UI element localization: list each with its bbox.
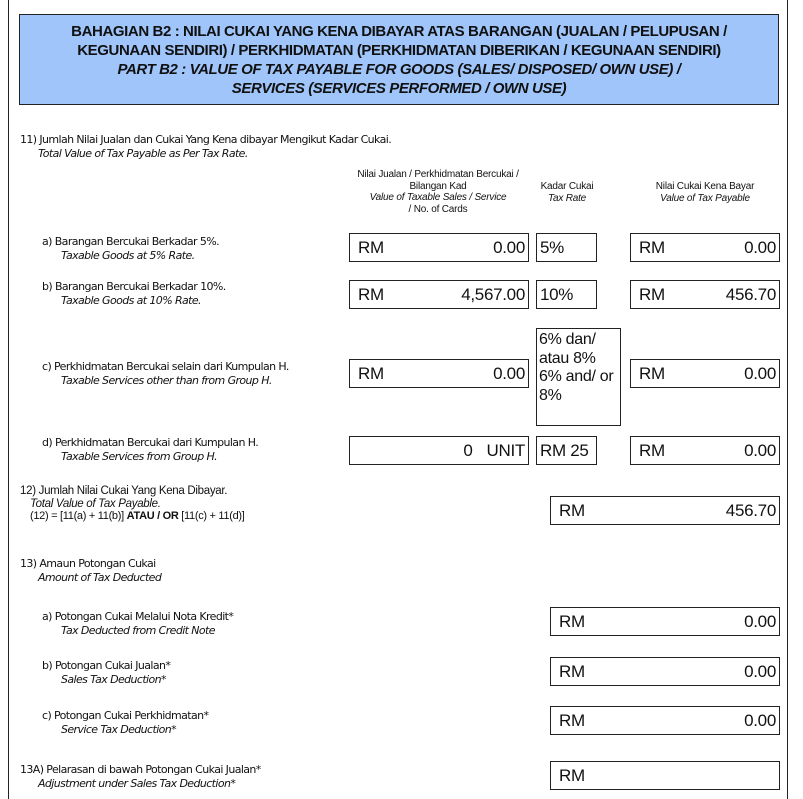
section-13a-field[interactable] [550,761,780,790]
currency-label: RM [559,611,585,631]
currency-label: RM [358,284,384,304]
row-11c-rate-field[interactable] [536,328,621,426]
row-11b-value-field[interactable] [349,280,529,309]
row-11d-payable-field[interactable] [630,436,780,465]
row-13c-field[interactable] [550,706,780,735]
row-11a-rate-field[interactable] [536,233,597,262]
section-13a-label-my: 13A) Pelarasan di bawah Potongan Cukai Jualan* [20,763,261,776]
column-header-payable [625,181,785,204]
row-11b-label [42,280,226,308]
header-english-line-2: SERVICES (SERVICES PERFORMED / OWN USE) [231,80,567,97]
column-header-payable-my: Nilai Cukai Kena Bayar [655,181,755,192]
row-11a-payable: 0.00 [744,237,776,257]
row-11d-label-my: d) Perkhidmatan Bercukai dari Kumpulan H. [42,436,259,449]
formula-or: ATAU / OR [126,510,179,522]
row-13a-value: 0.00 [744,611,776,631]
section-12-total-field[interactable] [550,496,780,525]
header-malay-line-2: KEGUNAAN SENDIRI) / PERKHIDMATAN (PERKHIDMATAN DIBERIKAN / KEGUNAAN SENDIRI) [77,42,721,59]
row-13a-label-my: a) Potongan Cukai Melalui Nota Kredit* [42,610,234,623]
section-13-label [20,557,161,585]
column-header-rate-en: Tax Rate [547,192,587,204]
row-13a-field[interactable] [550,607,780,636]
row-13b-value: 0.00 [744,661,776,681]
row-11b-label-en: Taxable Goods at 10% Rate. [61,294,201,307]
row-11c-rate-line: 6% and/ or [539,368,614,385]
currency-label: RM [639,363,665,383]
formula-part-a: (12) = [11(a) + 11(b)] [30,510,127,522]
header-malay-line-1: BAHAGIAN B2 : NILAI CUKAI YANG KENA DIBAYAR ATAS BARANGAN (JUALAN / PELUPUSAN / [71,23,727,40]
currency-label: RM [358,363,384,383]
currency-label: RM [639,237,665,257]
row-13c-value: 0.00 [744,710,776,730]
row-11d-units-field[interactable] [349,436,529,465]
column-header-value-en1: Value of Taxable Sales / Service [369,192,507,203]
column-header-value-en2: / No. of Cards [408,203,468,215]
section-12-label [20,485,245,523]
section-13-title-en: Amount of Tax Deducted [38,571,162,584]
row-13b-label [42,659,170,687]
row-13a-label-en: Tax Deducted from Credit Note [61,624,215,637]
header-english-line-1: PART B2 : VALUE OF TAX PAYABLE FOR GOODS (SALES/ DISPOSED/ OWN USE) / [117,61,681,78]
section-12-total-value: 456.70 [725,500,776,520]
column-header-rate-my: Kadar Cukai [540,181,594,192]
column-header-payable-en: Value of Tax Payable [660,192,750,204]
currency-label: RM [559,765,585,785]
row-11b-value: 4,567.00 [461,284,525,304]
row-11a-value: 0.00 [493,237,525,257]
section-11-title-my: 11) Jumlah Nilai Jualan dan Cukai Yang Kena dibayar Mengikut Kadar Cukai. [20,133,392,146]
row-11a-value-field[interactable] [349,233,529,262]
row-11b-rate: 10% [540,284,574,304]
row-11d-units-value: 0 [463,440,473,460]
row-11c-value-field[interactable] [349,359,529,388]
row-13c-label-my: c) Potongan Cukai Perkhidmatan* [42,709,209,722]
row-11d-label [42,436,258,464]
currency-label: RM [639,284,665,304]
row-11c-rate-line: 8% [539,386,562,404]
column-header-rate [527,181,607,204]
row-11d-rate-field[interactable] [536,436,597,465]
row-11a-label-en: Taxable Goods at 5% Rate. [61,249,195,262]
row-13b-label-my: b) Potongan Cukai Jualan* [42,659,171,672]
section-12-title-en: Total Value of Tax Payable. [30,497,161,510]
row-13c-label [42,709,208,737]
section-12-title-my: 12) Jumlah Nilai Cukai Yang Kena Dibayar. [20,485,228,497]
row-11c-label-en: Taxable Services other than from Group H. [61,374,272,387]
row-11d-payable: 0.00 [744,440,776,460]
formula-part-b: [11(c) + 11(d)] [178,510,245,522]
row-13a-label [42,610,233,638]
column-header-value-my2: Bilangan Kad [409,180,467,192]
section-11-title-en: Total Value of Tax Payable as Per Tax Rate. [38,147,248,160]
row-11a-label [42,235,219,263]
row-11c-payable: 0.00 [744,363,776,383]
row-11b-label-my: b) Barangan Bercukai Berkadar 10%. [42,280,226,293]
row-11c-label-my: c) Perkhidmatan Bercukai selain dari Kumpulan H. [42,360,289,373]
row-11a-payable-field[interactable] [630,233,780,262]
row-11c-payable-field[interactable] [630,359,780,388]
currency-label: RM [639,440,665,460]
section-13-title-my: 13) Amaun Potongan Cukai [20,557,156,570]
row-11d-rate: RM 25 [540,440,589,460]
row-11d-label-en: Taxable Services from Group H. [61,450,218,463]
row-13c-label-en: Service Tax Deduction* [61,723,177,736]
row-11b-payable: 456.70 [725,284,776,304]
row-11c-rate-line: atau 8% [539,349,596,367]
currency-label: RM [559,710,585,730]
row-11b-payable-field[interactable] [630,280,780,309]
unit-label: UNIT [486,440,525,460]
currency-label: RM [559,500,585,520]
row-11a-rate: 5% [540,237,564,257]
column-header-value [338,169,538,215]
column-header-value-my1: Nilai Jualan / Perkhidmatan Bercukai / [357,169,519,180]
row-13b-field[interactable] [550,657,780,686]
currency-label: RM [358,237,384,257]
currency-label: RM [559,661,585,681]
section-12-formula [20,510,245,523]
section-11-title [20,133,391,161]
part-b2-header [19,14,779,105]
row-11c-value: 0.00 [493,363,525,383]
row-13b-label-en: Sales Tax Deduction* [61,673,166,686]
row-11c-label [42,360,289,388]
section-13a-label-en: Adjustment under Sales Tax Deduction* [38,777,236,790]
row-11a-label-my: a) Barangan Bercukai Berkadar 5%. [42,235,219,248]
section-13a-label [20,763,261,791]
row-11b-rate-field[interactable] [536,280,597,309]
row-11c-rate-line: 6% dan/ [539,331,596,348]
